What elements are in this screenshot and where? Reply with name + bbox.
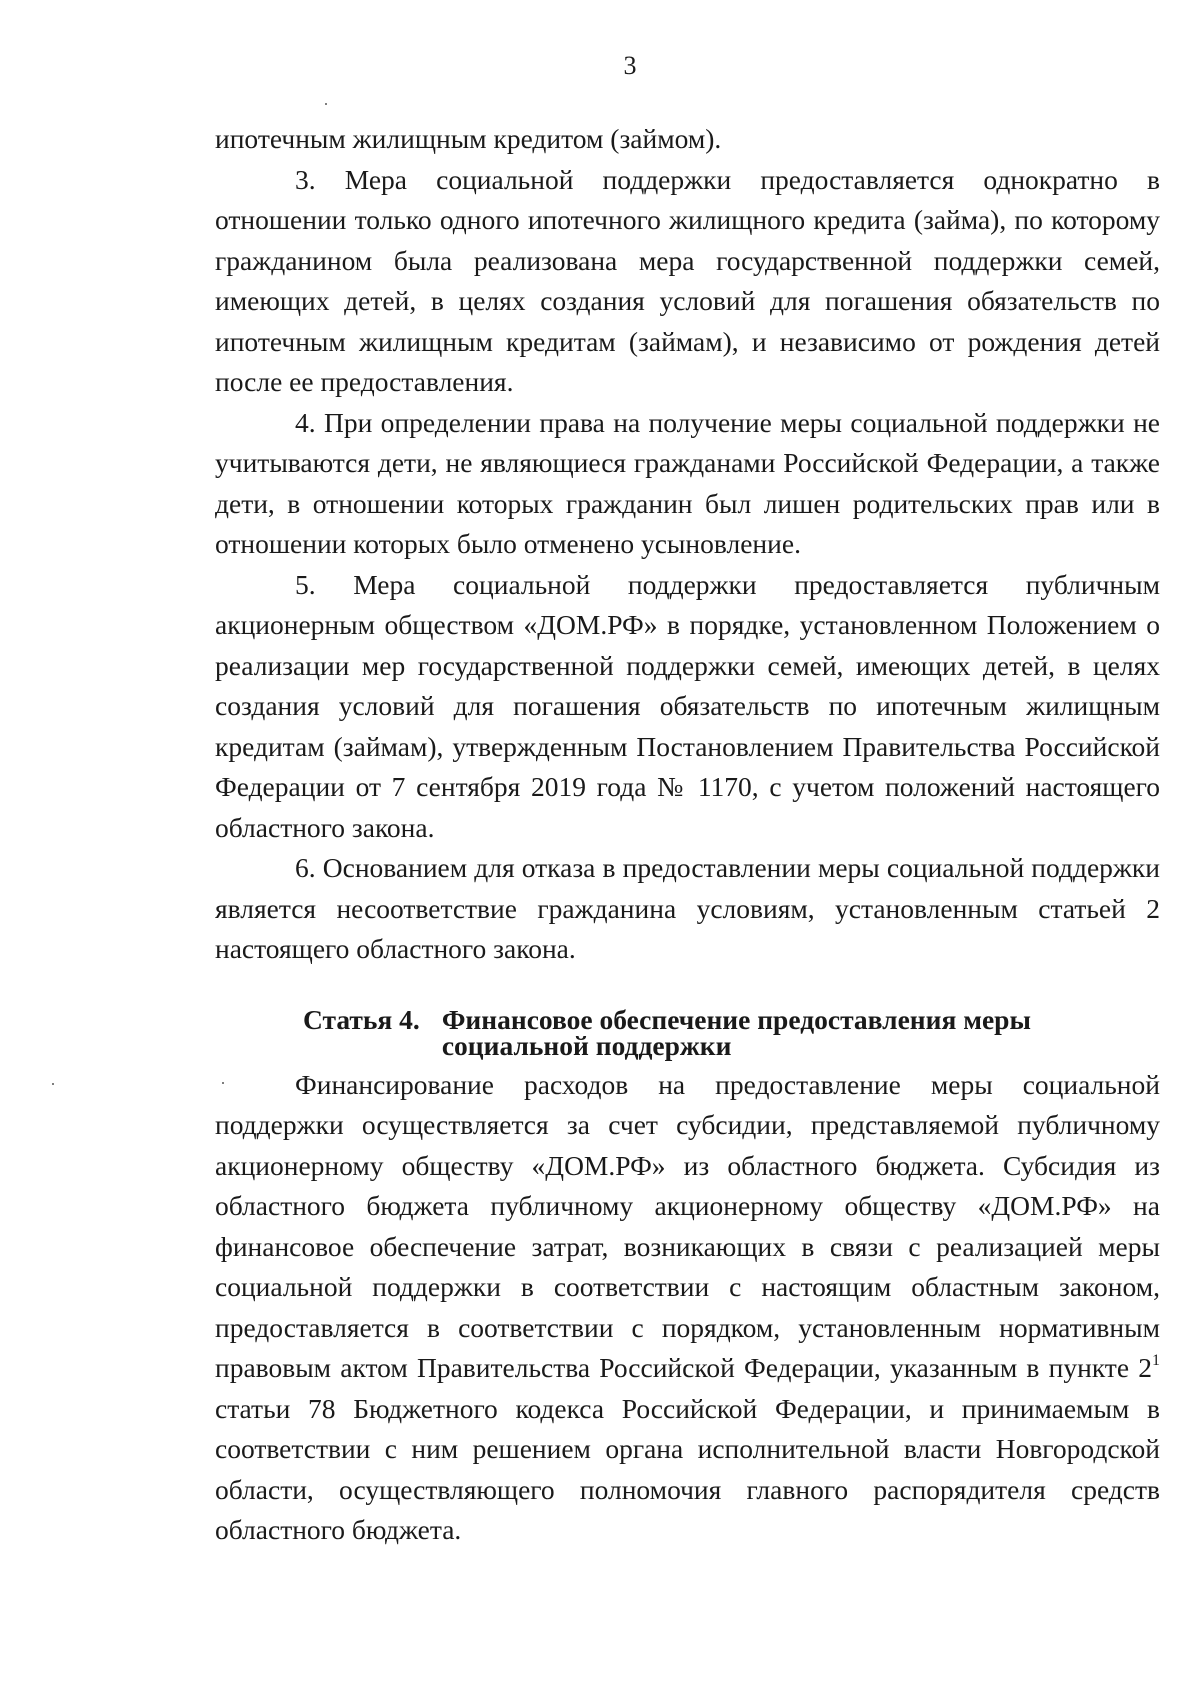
document-body [215,119,1160,1551]
article-number: Статья 4. [303,1003,420,1035]
paragraph-item-6: 6. Основанием для отказа в предоставлении меры социальной поддержки является несоответствие гражданина условиям, установленным статьей 2 настоящего областного закона. [215,852,1160,964]
superscript: 1 [1152,1352,1160,1369]
paragraph-item-4: 4. При определении права на получение меры социальной поддержки не учитываются дети, не являющиеся гражданами Российской Федерации, а также дети, в отношении которых гражданин был лишен родительских прав или в отношении которых было отменено усыновление. [215,406,1160,559]
article-paragraph [215,1065,1160,1551]
scan-speck [52,1083,54,1085]
paragraph-continuation: ипотечным жилищным кредитом (займом). [215,123,722,154]
article-text-part-2: статьи 78 Бюджетного кодекса Российской Федерации, и принимаемым в соответствии с ним решением органа исполнительной власти Новгородской области, осуществляющего полномочия главного распорядителя средств областного бюджета. [215,1392,1160,1545]
article-heading [215,1003,1160,1061]
scan-speck [325,103,327,105]
page-number: 3 [623,51,637,80]
article-title: Финансовое обеспечение предоставления меры социальной поддержки [441,1003,1031,1061]
article-text-part-1: Финансирование расходов на предоставление меры социальной поддержки осуществляется за счет субсидии, представляемой публичному акционерному обществу «ДОМ.РФ» из областного бюджета. Субсидия из областного бюджета публичному акционерному обществу «ДОМ.РФ» на финансовое обеспечение затрат, возникающих в связи с реализацией меры социальной поддержки в соответствии с настоящим областным законом, предоставляется в соответствии с порядком, установленным нормативным правовым актом Правительства Российской Федерации, указанным в пункте 2 [215,1068,1160,1383]
paragraph-item-5: 5. Мера социальной поддержки предоставляется публичным акционерным обществом «ДОМ.РФ» в порядке, установленном Положением о реализации мер государственной поддержки семей, имеющих детей, в целях создания условий для погашения обязательств по ипотечным жилищным кредитам (займам), утвержденным Постановлением Правительства Российской Федерации от 7 сентября 2019 года № 1170, с учетом положений настоящего областного закона. [215,568,1160,843]
scan-speck [222,1082,224,1084]
paragraph-item-3: 3. Мера социальной поддержки предоставляется однократно в отношении только одного ипотечного жилищного кредита (займа), по которому гражданином была реализована мера государственной поддержки семей, имеющих детей, в целях создания условий для погашения обязательств по ипотечным жилищным кредитам (займам), и независимо от рождения детей после ее предоставления. [215,163,1160,397]
